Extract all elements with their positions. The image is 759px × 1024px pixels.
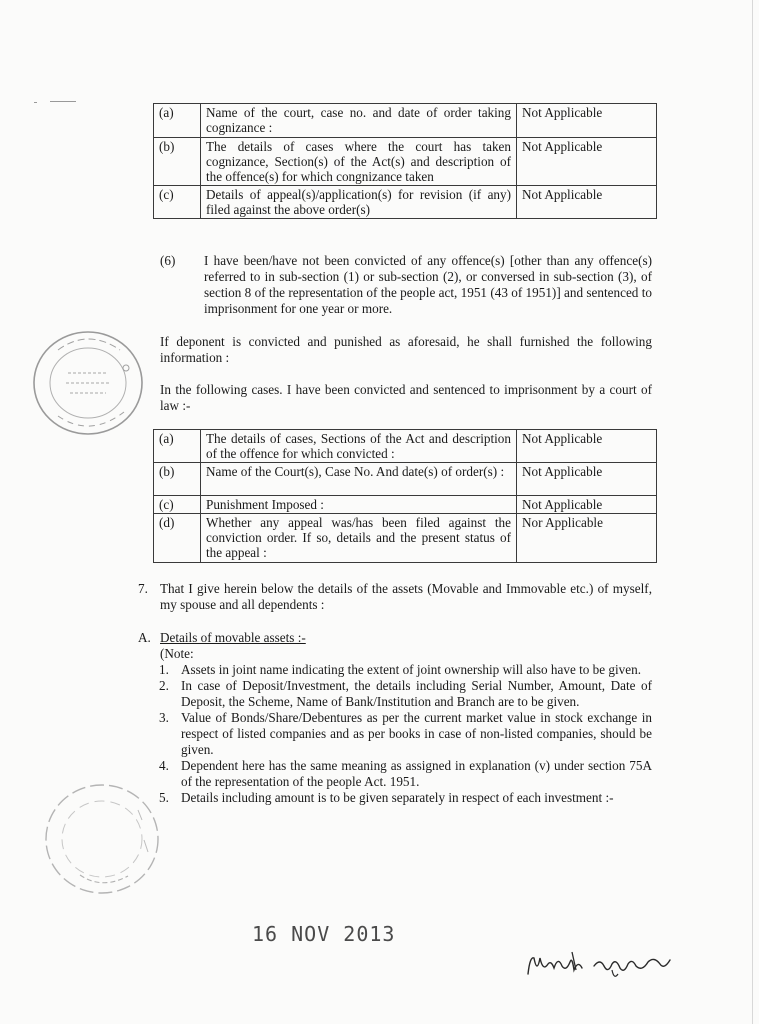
margin-dot — [34, 102, 37, 103]
row-label: (a) — [154, 430, 201, 463]
section-6-body: I have been/have not been convicted of any offence(s) [other than any offence(s) referred to in sub-section (1) or sub-section (2), or conversed in sub-section (3), of section 8 of the representation of the people act, 1951 (43 of 1951)] and sentenced to imprisonment for one year or more. — [204, 253, 652, 316]
cases-paragraph: In the following cases. I have been convicted and sentenced to imprisonment by a court of law :- — [160, 382, 652, 413]
date-stamp: 16 NOV 2013 — [252, 922, 396, 946]
row-label: (b) — [154, 138, 201, 186]
row-description: Whether any appeal was/has been filed against the conviction order. If so, details and the present status of the appeal : — [201, 514, 517, 563]
section-a-letter: A. — [138, 630, 151, 645]
note-text: Assets in joint name indicating the extent of joint ownership will also have to be given. — [181, 662, 642, 677]
list-item — [159, 678, 652, 710]
list-item — [159, 790, 652, 806]
row-value: Not Applicable — [517, 496, 657, 514]
row-description: Punishment Imposed : — [201, 496, 517, 514]
note-number: 3. — [159, 710, 169, 725]
note-text: Details including amount is to be given separately in respect of each investment :- — [181, 790, 614, 805]
scan-edge-line — [752, 0, 753, 1024]
note-text: Dependent here has the same meaning as assigned in explanation (v) under section 75A of the representation of the people Act. 1951. — [181, 758, 652, 789]
note-open: (Note: — [160, 646, 194, 661]
table-row — [154, 430, 657, 463]
note-number: 1. — [159, 662, 169, 677]
row-description: Name of the Court(s), Case No. And date(s) of order(s) : — [201, 463, 517, 496]
row-value: Not Applicable — [517, 104, 657, 138]
section-7-text: That I give herein below the details of the assets (Movable and Immovable etc.) of myself, my spouse and all dependents : — [160, 581, 652, 612]
section-7-number: 7. — [138, 581, 148, 596]
row-value: Not Applicable — [517, 430, 657, 463]
list-item — [159, 662, 652, 678]
margin-mark — [50, 101, 76, 102]
section-a-heading: Details of movable assets :- — [160, 630, 306, 645]
row-value: Not Applicable — [517, 186, 657, 219]
list-item — [159, 758, 652, 790]
official-seal-icon — [40, 780, 165, 898]
note-number: 4. — [159, 758, 169, 773]
row-description: The details of cases, Sections of the Act and description of the offence for which convicted : — [201, 430, 517, 463]
conviction-table — [153, 429, 657, 563]
cognizance-table — [153, 103, 657, 219]
table-row — [154, 186, 657, 219]
row-description: Details of appeal(s)/application(s) for revision (if any) filed against the above order(s) — [201, 186, 517, 219]
notary-seal-icon — [28, 328, 148, 438]
row-value: Not Applicable — [517, 463, 657, 496]
note-text: Value of Bonds/Share/Debentures as per the current market value in stock exchange in respect of listed companies and as per books in case of non-listed companies, should be given. — [181, 710, 652, 757]
list-item — [159, 710, 652, 758]
table-row — [154, 496, 657, 514]
signature-icon — [524, 944, 674, 984]
note-number: 2. — [159, 678, 169, 693]
row-label: (c) — [154, 186, 201, 219]
row-value: Nor Applicable — [517, 514, 657, 563]
row-label: (d) — [154, 514, 201, 563]
deponent-paragraph: If deponent is convicted and punished as aforesaid, he shall furnished the following information : — [160, 334, 652, 365]
note-text: In case of Deposit/Investment, the details including Serial Number, Amount, Date of Deposit, the Scheme, Name of Bank/Institution and Branch are to be given. — [181, 678, 652, 709]
table-row — [154, 138, 657, 186]
section-6-number: (6) — [160, 253, 176, 268]
row-value: Not Applicable — [517, 138, 657, 186]
table-row — [154, 514, 657, 563]
notes-list — [159, 662, 652, 806]
row-description: The details of cases where the court has taken cognizance, Section(s) of the Act(s) and description of the offence(s) for which congnizance taken — [201, 138, 517, 186]
row-label: (c) — [154, 496, 201, 514]
row-label: (a) — [154, 104, 201, 138]
section-6-text — [204, 253, 652, 317]
row-description: Name of the court, case no. and date of order taking cognizance : — [201, 104, 517, 138]
table-row — [154, 104, 657, 138]
row-label: (b) — [154, 463, 201, 496]
table-row — [154, 463, 657, 496]
note-number: 5. — [159, 790, 169, 805]
